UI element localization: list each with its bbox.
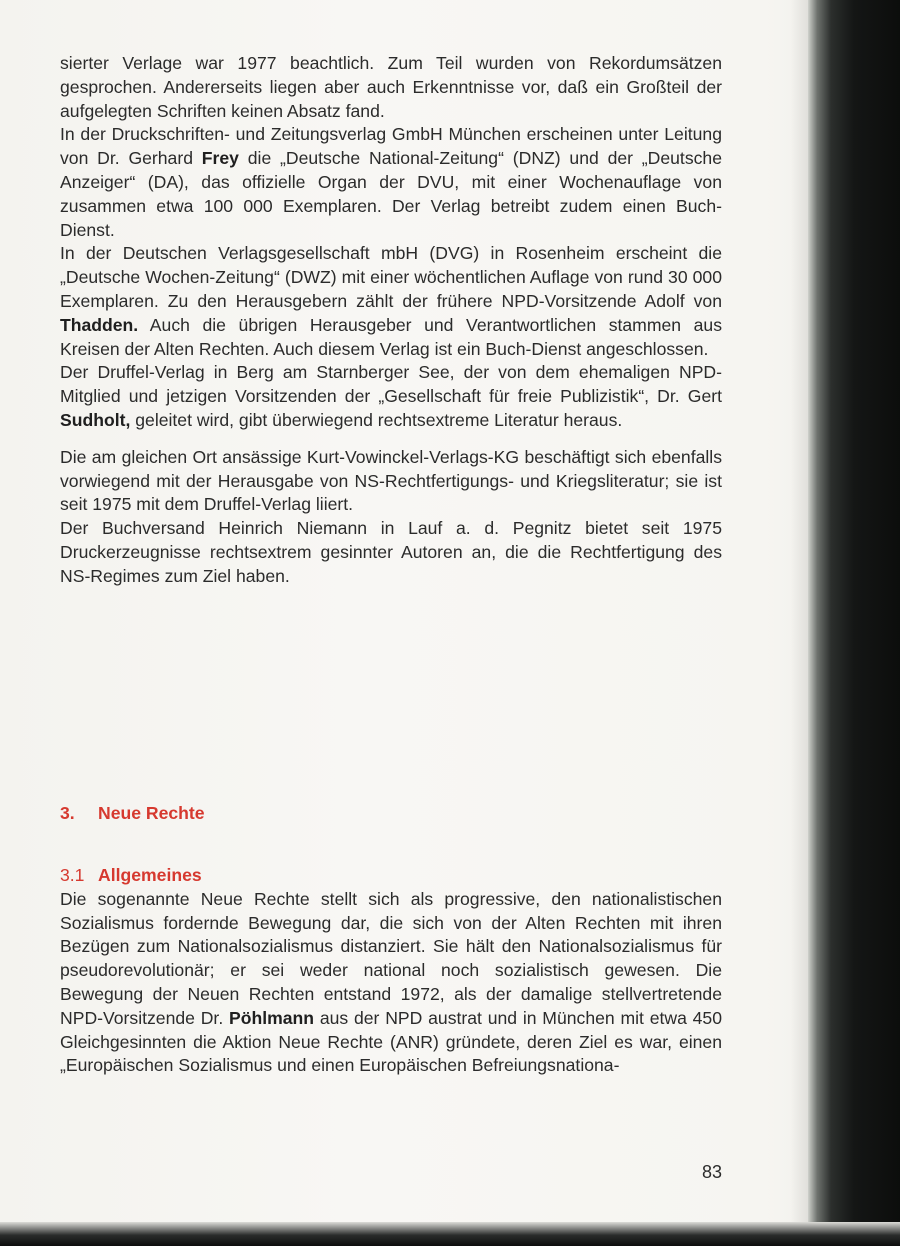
paragraph-verlage-intro: sierter Verlage war 1977 beachtlich. Zum Teil wurden von Rekordumsätzen gesprochen. Andererseits liegen aber auch Erkenntnisse vor, daß ein Großteil der aufgelegten Schriften keinen Absatz fand. [60,53,722,121]
text-run: Die sogenannte Neue Rechte stellt sich als progressive, den nationalistischen Sozialismus fordernde Bewegung dar, die sich von der Alten Rechten mit ihren Bezügen zum Nationalsozialismus distanziert. Sie hält den Nationalsozialismus für pseudorevolutionär; er sei weder national noch sozialistisch gewesen. Die Bewegung der Neuen Rechten entstand 1972, als der damalige stellvertretende NPD-Vorsitzende Dr. [60,888,722,1028]
body-text-column [60,52,722,589]
text-run: die „Deutsche National-Zeitung“ (DNZ) und der „Deutsche Anzeiger“ (DA), das offizielle Organ der DVU, mit einer Wochenauflage von zusammen etwa 100 000 Exemplaren. Der Verlag betreibt zudem einen Buch-Dienst. [60,148,722,240]
text-run: aus der NPD austrat und in München mit etwa 450 Gleichgesinnten die Aktion Neue Rechte (ANR) gründete, deren Ziel es war, einen „Europäischen Sozialismus und einen Europäischen Befreiungsnationa- [60,1007,722,1076]
text-run: geleitet wird, gibt überwiegend rechtsextreme Literatur heraus. [130,409,623,430]
paragraph-dwz [60,242,722,361]
paragraph-druffel [60,361,722,432]
bold-name-poehlmann: Pöhlmann [229,1007,315,1028]
page-number: 83 [701,1162,722,1182]
page-bottom-edge [0,1222,900,1246]
text-run: Der Druffel-Verlag in Berg am Starnberger See, der von dem ehemaligen NPD-Mitglied und jetzigen Vorsitzenden der „Gesellschaft für freie Publizistik“, Dr. Gert [60,362,722,407]
paragraph-vowinckel: Die am gleichen Ort ansässige Kurt-Vowinckel-Verlags-KG beschäftigt sich ebenfalls vorwiegend mit der Herausgabe von NS-Rechtfertigungs- und Kriegsliteratur; sie ist seit 1975 mit dem Druffel-Verlag liiert. [60,446,722,515]
subsection-heading [60,864,722,888]
text-run: In der Deutschen Verlagsgesellschaft mbH (DVG) in Rosenheim erscheint die „Deutsche Wochen-Zeitung“ (DWZ) mit einer wöchentlichen Auflage von rund 30 000 Exemplaren. Zu den Herausgebern zählt der frühere NPD-Vorsitzende Adolf von [60,243,722,311]
text-run: Auch die übrigen Herausgeber und Verantwortlichen stammen aus Kreisen der Alten Rechten. Auch diesem Verlag ist ein Buch-Dienst angeschlossen. [60,314,722,359]
section-number: 3. [60,803,75,823]
subsection-title: Allgemeines [98,865,202,885]
bold-name-sudholt: Sudholt, [60,409,131,430]
paragraph-niemann: Der Buchversand Heinrich Niemann in Lauf a. d. Pegnitz bietet seit 1975 Druckerzeugnisse rechtsextrem gesinnter Autoren an, die die Rechtfertigung des NS-Regimes zum Ziel haben. [60,518,722,586]
spine-shadow [790,0,808,1246]
bold-name-frey: Frey [201,148,239,169]
paragraph-dnz [60,123,722,242]
section-title: Neue Rechte [98,803,205,823]
text-run: In der Druckschriften- und Zeitungsverlag GmbH München erscheinen unter Leitung von Dr. Gerhard [60,124,722,169]
paragraph-neue-rechte [60,888,722,1078]
subsection-number: 3.1 [60,865,85,885]
subsection-column [60,864,722,1078]
book-spine [808,0,900,1246]
paragraph-gap [60,433,722,446]
bold-name-thadden: Thadden. [60,314,139,335]
section-heading [60,802,205,826]
